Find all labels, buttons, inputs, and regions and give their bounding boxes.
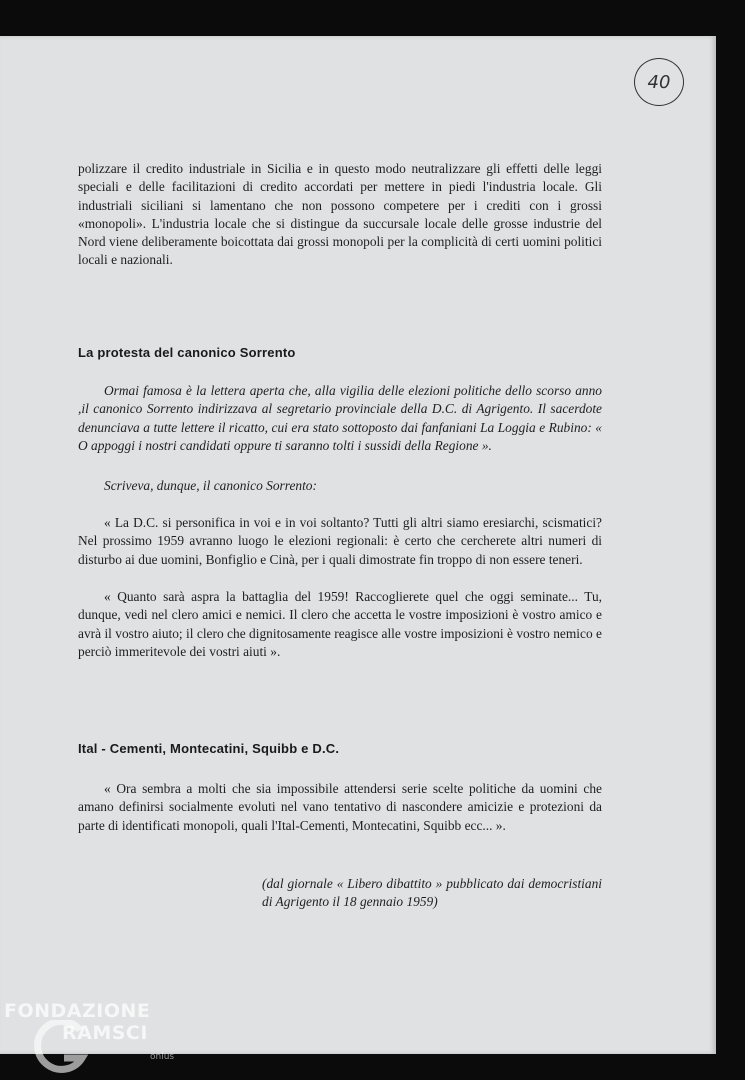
letter-intro-paragraph: Ormai famosa è la lettera aperta che, alla vigilia delle elezioni politiche dello scorso anno ,il canonico Sorrento indirizzava al segretario provinciale della D.C. di Agrigento. Il sacerdote denunciava a tutte lettere il ricatto, cui era stato sottoposto dai fanfaniani La Loggia e Rubino: « O appoggi i nostri candidati oppure ti saranno tolti i sussidi della Regione ».	[78, 383, 602, 453]
watermark-line-2: RAMSCI	[62, 1022, 148, 1044]
newspaper-quote-paragraph: « Ora sembra a molti che sia impossibile attendersi serie scelte politiche da uomini che amano definirsi socialmente evoluti nel vano tentativo di nascondere amicizie e protezioni da parte di identificati monopoli, quali l'Ital-Cementi, Montecatini, Squibb ecc... ».	[78, 781, 602, 833]
watermark-sub: onlus	[150, 1052, 175, 1062]
intro-paragraph: polizzare il credito industriale in Sicilia e in questo modo neutralizzare gli effetti delle leggi speciali e delle facilitazioni di credito accordati per mettere in piedi l'industria locale. Gli industriali siciliani si lamentano che non possono competere per i crediti con i grossi «monopoli». L'industria locale che si distingue da succursale locale delle grosse industrie del Nord viene deliberamente boicottata dai grossi monopoli per la complicità di certi uomini politici locali e nazionali.	[78, 161, 602, 268]
section-heading-protesta: La protesta del canonico Sorrento	[78, 345, 296, 360]
section-heading-ital-cementi: Ital - Cementi, Montecatini, Squibb e D.C.	[78, 741, 340, 756]
watermark-line-1: FONDAZIONE	[4, 1000, 151, 1022]
letter-lead-in: Scriveva, dunque, il canonico Sorrento:	[104, 478, 317, 493]
page-number: 40	[647, 71, 671, 93]
page-number-circle	[634, 58, 684, 106]
letter-quote-paragraph-1: « La D.C. si personifica in voi e in voi soltanto? Tutti gli altri siamo eresiarchi, scismatici? Nel prossimo 1959 avranno luogo le elezioni regionali: è certo che cercherete altri numeri di disturbo ai due uomini, Bonfiglio e Cinà, per i quali dimostrate fin troppo di non essere teneri.	[78, 515, 602, 567]
fondazione-gramsci-watermark	[4, 1000, 189, 1075]
letter-quote-paragraph-2: « Quanto sarà aspra la battaglia del 1959! Raccoglierete quel che oggi seminate... Tu, dunque, vedi nel clero amici e nemici. Il clero che accetta le vostre imposizioni è vostro amico e avrà il vostro aiuto; il clero che dignitosamente reagisce alle vostre imposizioni è vostro nemico e perciò immeritevole dei vostri aiuti ».	[78, 589, 602, 659]
quote-source: (dal giornale « Libero dibattito » pubblicato dai democristiani di Agrigento il 18 gennaio 1959)	[262, 876, 602, 910]
